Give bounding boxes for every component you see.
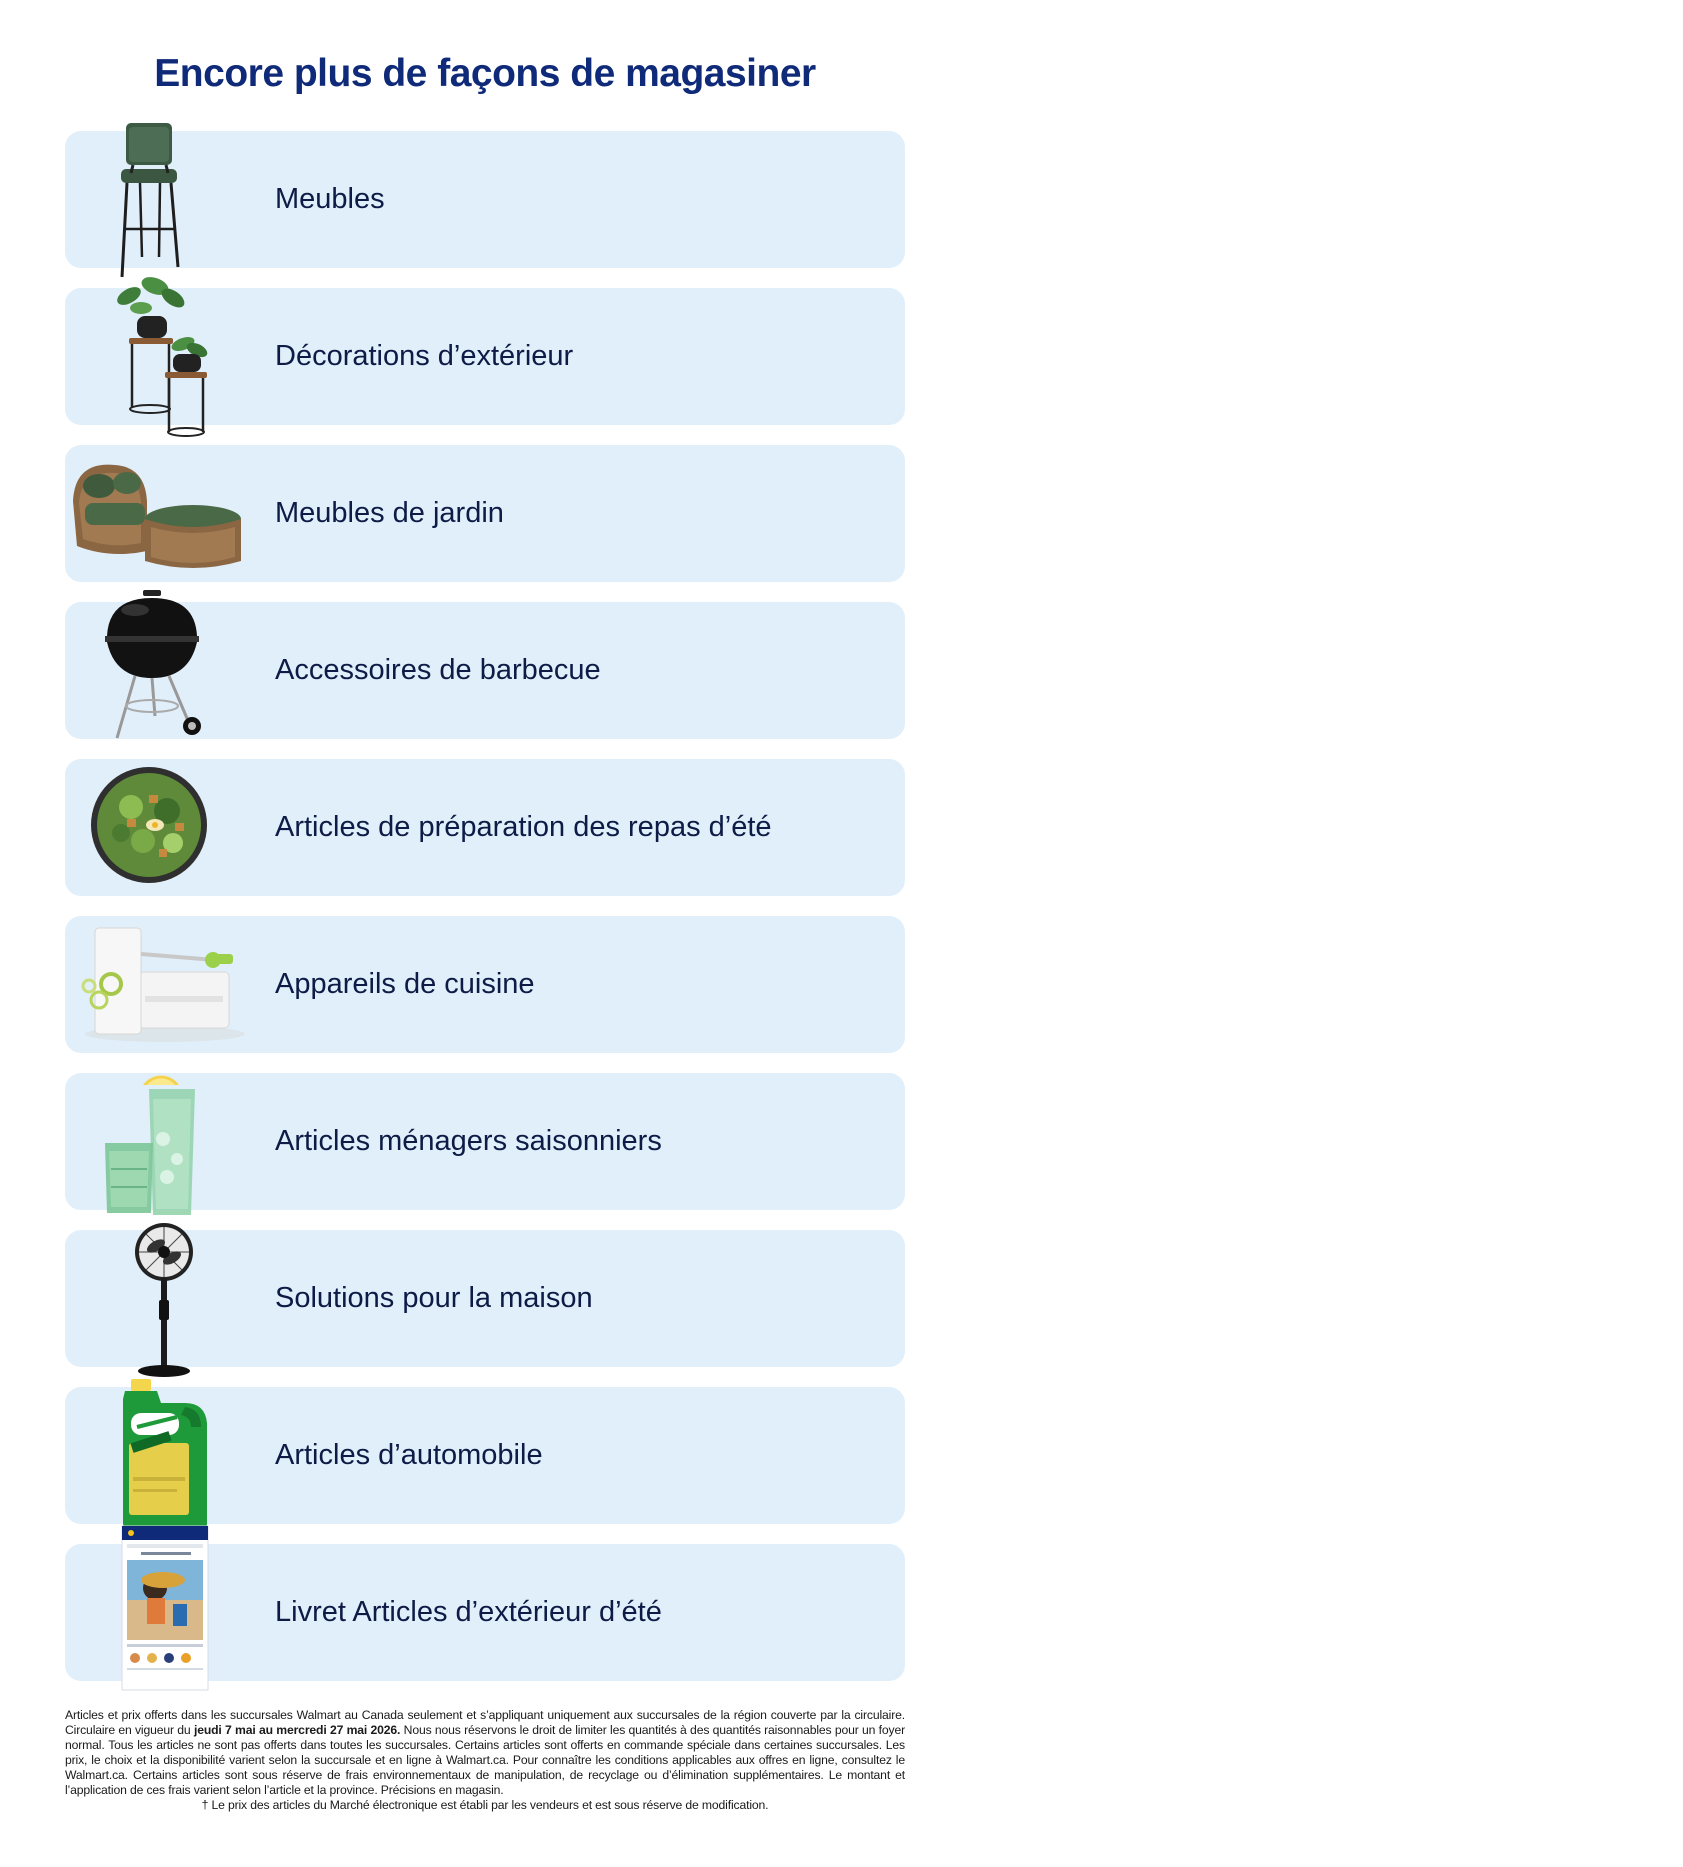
category-home-solutions[interactable] [65,1230,905,1367]
plant-stand-icon [65,274,250,439]
salad-bowl-icon [65,745,250,910]
bar-stool-icon [65,117,250,282]
page-title: Encore plus de façons de magasiner [154,52,816,95]
kettle-grill-icon [65,588,250,753]
category-bbq-accessories[interactable] [65,602,905,739]
category-patio-furniture[interactable] [65,445,905,582]
category-label: Meubles de jardin [275,497,504,529]
standing-fan-icon [65,1216,250,1381]
motor-oil-icon [65,1373,250,1538]
category-label: Décorations d’extérieur [275,340,574,372]
category-outdoor-decor[interactable] [65,288,905,425]
category-label: Articles de préparation des repas d’été [275,811,772,843]
category-label: Meubles [275,183,385,215]
category-list [65,131,905,1701]
legal-disclaimer [65,1708,905,1813]
category-furniture[interactable] [65,131,905,268]
spiralizer-icon [65,902,250,1067]
category-seasonal-housewares[interactable] [65,1073,905,1210]
patio-chair-icon [65,431,250,596]
flyer-booklet-icon [65,1530,250,1695]
category-label: Solutions pour la maison [275,1282,593,1314]
category-label: Appareils de cuisine [275,968,535,1000]
category-summer-outdoor-booklet[interactable] [65,1544,905,1681]
category-label: Accessoires de barbecue [275,654,601,686]
green-glasses-icon [65,1059,250,1224]
category-automotive[interactable] [65,1387,905,1524]
category-label: Articles ménagers saisonniers [275,1125,662,1157]
category-kitchen-appliances[interactable] [65,916,905,1053]
flyer-dates: jeudi 7 mai au mercredi 27 mai 2026. [193,1723,401,1737]
category-summer-meal-prep[interactable] [65,759,905,896]
marketplace-note: † Le prix des articles du Marché électronique est établi par les vendeurs et est sous réserve de modification. [201,1798,769,1812]
category-label: Livret Articles d’extérieur d’été [275,1596,662,1628]
legal-main-text: Articles et prix offerts dans les succursales Walmart au Canada seulement et s’appliquant uniquement aux succursales de la région couverte par la circulaire. Circulaire en vigueur du jeudi 7 mai au mercredi 27 mai 2026. Nous nous réservons le droit de limiter les quantités à des quantités raisonnables pour un foyer normal. Tous les articles ne sont pas offerts dans toutes les succursales. Certains articles sont offerts en commande spéciale dans certaines succursales. Les prix, le choix et la disponibilité varient selon la succursale et en ligne à Walmart.ca. Pour connaître les conditions applicables aux offres en ligne, consultez le Walmart.ca. Certains articles sont sous réserve de frais environnementaux de manipulation, de recyclage ou d’élimination supplémentaires. Le montant et l’application de ces frais varient selon l’article et la province. Précisions en magasin. [65,1708,905,1797]
category-label: Articles d’automobile [275,1439,543,1471]
